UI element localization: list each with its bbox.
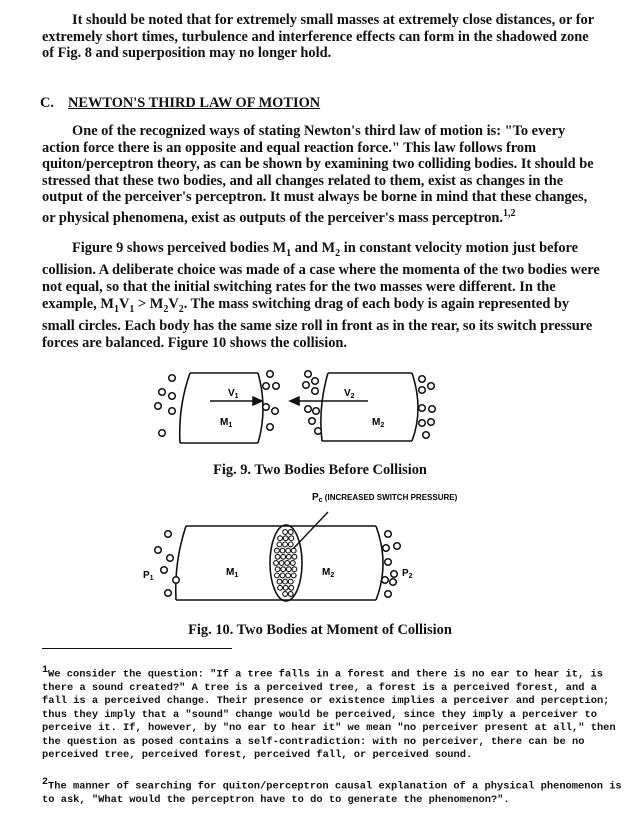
fig9-body-m2	[321, 373, 418, 441]
fig9-v2-label: $V_2$	[344, 388, 355, 400]
drag-circle	[383, 545, 390, 552]
fig9-m1-label: $M_1$	[220, 417, 233, 429]
footnote-2	[42, 776, 628, 807]
drag-circle	[429, 406, 436, 413]
drag-circle	[385, 559, 392, 566]
drag-circle	[173, 577, 180, 584]
compressed-circle	[283, 592, 288, 597]
compressed-circle	[290, 561, 295, 566]
compressed-circle	[288, 542, 293, 547]
compressed-circle	[275, 573, 280, 578]
p2-text-3: in constant velocity motion just before collision. A deliberate choice was made of a case where the momenta of the two bodies were not equal, so that the initial switching rates for the two masses were different. In the example, M	[42, 240, 600, 312]
paragraph-third-law-text: One of the recognized ways of stating Newton's third law of motion is: "To every action force there is an opposite and equal reaction force." This law follows from quiton/perceptron theory, as can be shown by examining two colliding bodies. It should be stressed that these two bodies, and all changes related to them, exist as changes in the output of the perceiver's perceptron. It must always be borne in mind that these changes, or physical phenomena, exist as outputs of the perceiver's mass perceptron.	[42, 123, 594, 226]
drag-circle	[419, 387, 426, 394]
compressed-circle	[283, 579, 288, 584]
compressed-circle	[275, 548, 280, 553]
p2-text-6: V	[168, 295, 179, 312]
m1-rear-edge	[176, 526, 186, 600]
drag-circle	[263, 404, 270, 411]
compressed-circle	[281, 554, 286, 559]
drag-circle	[312, 378, 319, 385]
footnote-2-marker: 2	[42, 777, 49, 788]
compressed-circle	[288, 530, 293, 535]
p2-sub-6: 2	[178, 303, 184, 315]
compressed-circle	[286, 548, 291, 553]
drag-circle	[315, 428, 322, 435]
m1-rear-edge	[180, 373, 190, 443]
p2-text-5: > M	[134, 295, 164, 312]
compressed-circle	[289, 536, 294, 541]
drag-circle	[273, 383, 280, 390]
compressed-circle	[283, 530, 288, 535]
v2-arrow-head	[290, 397, 299, 405]
fig10-m1-label: $M_1$	[226, 567, 239, 579]
fig10-pc-pointer	[292, 512, 328, 550]
compressed-circle	[292, 554, 297, 559]
p2-sub-2: 2	[335, 247, 341, 259]
compressed-circle	[281, 567, 286, 572]
p2-text-7: . The mass switching drag of each body is again represented by small circles. Each body has the same size roll in front as in the rear, so its switch pressure forces are balanced. Figure 10 shows the collision.	[42, 295, 593, 351]
drag-circle	[165, 590, 172, 597]
m2-rear-edge	[412, 373, 418, 441]
drag-circle	[385, 531, 392, 538]
drag-circle	[161, 567, 168, 574]
intro-paragraph	[42, 12, 602, 62]
fig10-m2-label: $M_2$	[322, 567, 335, 579]
p2-sub-1: 1	[286, 247, 292, 259]
compressed-circle	[286, 567, 291, 572]
drag-circle	[267, 424, 274, 431]
drag-circle	[155, 547, 162, 554]
compressed-circle	[275, 567, 280, 572]
paragraph-figure9	[42, 240, 602, 351]
figure-9-caption: Fig. 9. Two Bodies Before Collision	[213, 462, 427, 478]
compressed-circle	[275, 554, 280, 559]
drag-circle	[309, 418, 316, 425]
drag-circle	[159, 430, 166, 437]
compressed-circle	[288, 579, 293, 584]
footnote-1	[42, 664, 622, 763]
p2-text-2: and M	[291, 240, 336, 256]
drag-circle	[263, 383, 270, 390]
compressed-circle	[280, 548, 285, 553]
p2-text-4: V	[118, 295, 130, 312]
p2-sub-5: 2	[163, 303, 169, 315]
compressed-circle	[283, 536, 288, 541]
fig9-drag-circles	[155, 371, 436, 439]
drag-circle	[169, 375, 176, 382]
drag-circle	[423, 432, 430, 439]
drag-circle	[169, 408, 176, 415]
p2-sub-3: 1	[113, 303, 119, 315]
footnote-1-marker: 1	[42, 665, 49, 676]
footnote-divider	[42, 648, 232, 649]
fig10-p1-label: $P_1$	[143, 570, 154, 582]
compressed-circle	[278, 585, 283, 590]
p2-text-1: Figure 9 shows perceived bodies M	[72, 240, 287, 256]
intro-text: It should be noted that for extremely small masses at extremely close distances, or for extremely short times, turbulence and interference effects can form in the shadowed zone of Fig. 8 and superposition may no longer hold.	[42, 12, 594, 62]
section-heading	[40, 95, 320, 112]
compressed-circle	[277, 579, 282, 584]
drag-circle	[419, 405, 426, 412]
drag-circle	[391, 571, 398, 578]
drag-circle	[428, 419, 435, 426]
p2-sub-4: 1	[129, 303, 135, 315]
compressed-circle	[283, 585, 288, 590]
drag-circle	[428, 383, 435, 390]
section-number: C.	[40, 95, 54, 111]
compressed-circle	[285, 561, 290, 566]
fig10-compressed-circles	[274, 530, 297, 597]
v1-arrow-head	[253, 397, 262, 405]
drag-circle	[305, 406, 312, 413]
drag-circle	[165, 531, 172, 538]
compressed-circle	[292, 567, 297, 572]
fig9-m2-label: $M_2$	[372, 417, 385, 429]
compressed-circle	[288, 592, 293, 597]
drag-circle	[419, 420, 426, 427]
compressed-circle	[286, 573, 291, 578]
section-title: NEWTON'S THIRD LAW OF MOTION	[68, 95, 321, 111]
paragraph-third-law	[42, 123, 602, 226]
fig10-pc-label: $P_c$ $^{(INCREASED SWITCH PRESSURE)}$	[312, 492, 458, 504]
drag-circle	[419, 376, 426, 383]
footnote-ref: 1,2	[503, 207, 516, 219]
figure-10-diagram	[140, 490, 480, 610]
compressed-circle	[289, 585, 294, 590]
drag-circle	[394, 543, 401, 550]
compressed-circle	[291, 548, 296, 553]
compressed-circle	[277, 542, 282, 547]
figure-9-diagram	[150, 365, 450, 455]
drag-circle	[305, 371, 312, 378]
compressed-circle	[278, 536, 283, 541]
compressed-circle	[279, 561, 284, 566]
fig9-body-m1	[180, 373, 263, 443]
compressed-circle	[274, 561, 279, 566]
fig9-v1-label: $V_1$	[228, 388, 239, 400]
drag-circle	[159, 389, 166, 396]
footnote-2-text: The manner of searching for quiton/perceptron causal explanation of a physical phenomenon is to ask, "What would the perceptron have to do to generate the phenomenon?".	[42, 780, 628, 806]
m2-rear-edge	[376, 526, 383, 600]
drag-circle	[390, 579, 397, 586]
drag-circle	[313, 408, 320, 415]
drag-circle	[312, 388, 319, 395]
drag-circle	[167, 555, 174, 562]
drag-circle	[382, 577, 389, 584]
compressed-circle	[291, 573, 296, 578]
drag-circle	[272, 408, 279, 415]
drag-circle	[385, 591, 392, 598]
drag-circle	[169, 393, 176, 400]
drag-circle	[267, 371, 274, 378]
compressed-circle	[280, 573, 285, 578]
compressed-circle	[283, 542, 288, 547]
footnote-1-text: We consider the question: "If a tree falls in a forest and there is no ear to hear it, is there a sound created?" A tree is a perceived tree, a forest is a perceived forest, and a fall is a perceived change. Their presence or existence implies a perceiver and perception; thus they imply that a "sound" change would be perceived, since they imply a perceiver to perceive it. If, however, by "no ear to hear it" we mean "no perceiver present at all," then the question as posed contains a self-contradiction: with no perceiver, there can be no perceived tree, perceived forest, perceived fall, or perceived sound.	[42, 668, 622, 762]
fig10-p2-label: $P_2$	[402, 568, 413, 580]
figure-10-caption: Fig. 10. Two Bodies at Moment of Collision	[188, 622, 452, 638]
compressed-circle	[286, 554, 291, 559]
drag-circle	[303, 382, 310, 389]
drag-circle	[155, 403, 162, 410]
